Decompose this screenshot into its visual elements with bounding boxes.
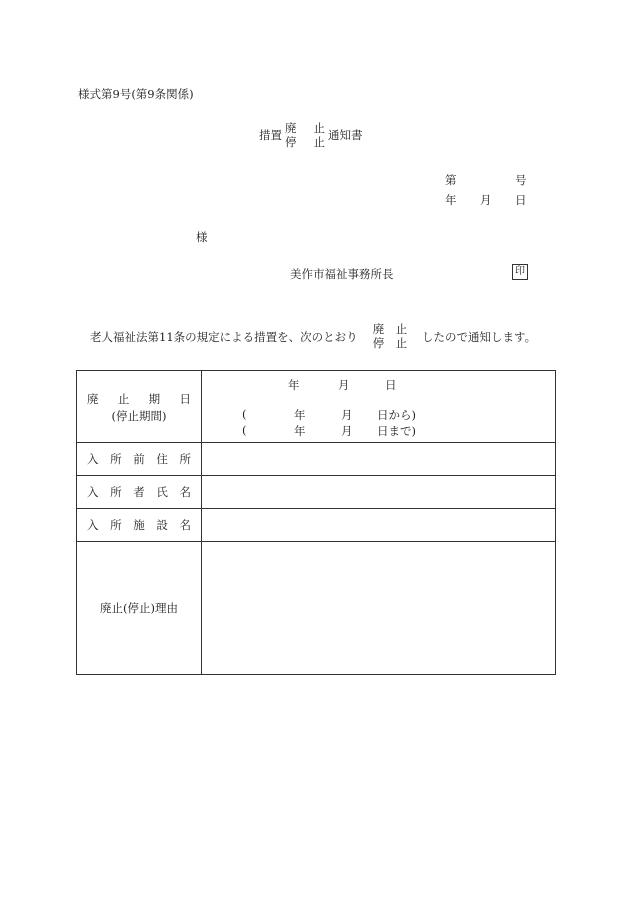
title-choice	[285, 121, 325, 149]
period-month: 月	[338, 378, 350, 392]
label-period-sub: (停止期間)	[111, 409, 167, 423]
title-lower-1: 停	[285, 135, 297, 149]
label-char: 施	[133, 518, 145, 532]
label-period-char: 日	[179, 392, 191, 406]
label-char: 住	[156, 452, 168, 466]
title-upper-1: 廃	[285, 121, 297, 135]
value-reason[interactable]	[202, 542, 556, 675]
row-reason	[77, 542, 556, 675]
seal-mark: 印	[512, 264, 528, 280]
from-day: 日から)	[377, 408, 416, 422]
label-previous-address	[77, 443, 202, 476]
from-year: 年	[294, 408, 306, 422]
title-upper-2: 止	[313, 121, 325, 135]
label-char: 入	[87, 452, 99, 466]
label-char: 所	[110, 518, 122, 532]
label-facility-name	[77, 509, 202, 542]
title-suffix: 通知書	[328, 128, 363, 142]
label-char: 所	[110, 452, 122, 466]
from-open: (	[242, 407, 247, 421]
notice-table	[76, 370, 556, 675]
to-day: 日まで)	[377, 424, 416, 438]
period-day: 日	[385, 378, 397, 392]
date-day: 日	[515, 193, 527, 207]
label-reason: 廃止(停止)理由	[77, 542, 202, 675]
value-period[interactable]	[202, 371, 556, 443]
date-year: 年	[445, 193, 457, 207]
title-lower-2: 止	[313, 135, 325, 149]
date-month: 月	[480, 193, 492, 207]
value-facility-name[interactable]	[202, 509, 556, 542]
form-number: 様式第9号(第9条関係)	[78, 87, 194, 101]
value-previous-address[interactable]	[202, 443, 556, 476]
recipient-suffix: 様	[196, 230, 208, 244]
label-char: 入	[87, 485, 99, 499]
issuer-name: 美作市福祉事務所長	[290, 267, 394, 281]
label-resident-name	[77, 476, 202, 509]
label-char: 名	[179, 518, 191, 532]
label-char: 前	[133, 452, 145, 466]
value-resident-name[interactable]	[202, 476, 556, 509]
label-char: 所	[179, 452, 191, 466]
label-period-char: 止	[117, 392, 130, 406]
title-prefix: 措置	[259, 128, 282, 142]
body-choice-lower: 停 止	[372, 336, 408, 350]
label-char: 所	[110, 485, 122, 499]
label-char: 氏	[156, 485, 168, 499]
label-char: 設	[156, 518, 168, 532]
label-period-char: 期	[148, 392, 161, 406]
doc-number-dai: 第	[445, 173, 457, 187]
label-char: 者	[133, 485, 145, 499]
to-open: (	[242, 423, 247, 437]
label-period	[77, 371, 202, 443]
body-text-before: 老人福祉法第11条の規定による措置を、次のとおり	[90, 330, 358, 344]
from-month: 月	[341, 408, 353, 422]
label-char: 入	[87, 518, 99, 532]
row-facility-name	[77, 509, 556, 542]
body-choice	[372, 322, 408, 350]
period-year: 年	[288, 378, 300, 392]
to-month: 月	[341, 424, 353, 438]
to-year: 年	[294, 424, 306, 438]
doc-number-go: 号	[515, 173, 527, 187]
row-previous-address	[77, 443, 556, 476]
label-char: 名	[179, 485, 191, 499]
row-resident-name	[77, 476, 556, 509]
label-period-char: 廃	[87, 392, 99, 406]
body-choice-upper: 廃 止	[372, 322, 408, 336]
body-text-after: したので通知します。	[422, 330, 537, 344]
row-period	[77, 371, 556, 443]
